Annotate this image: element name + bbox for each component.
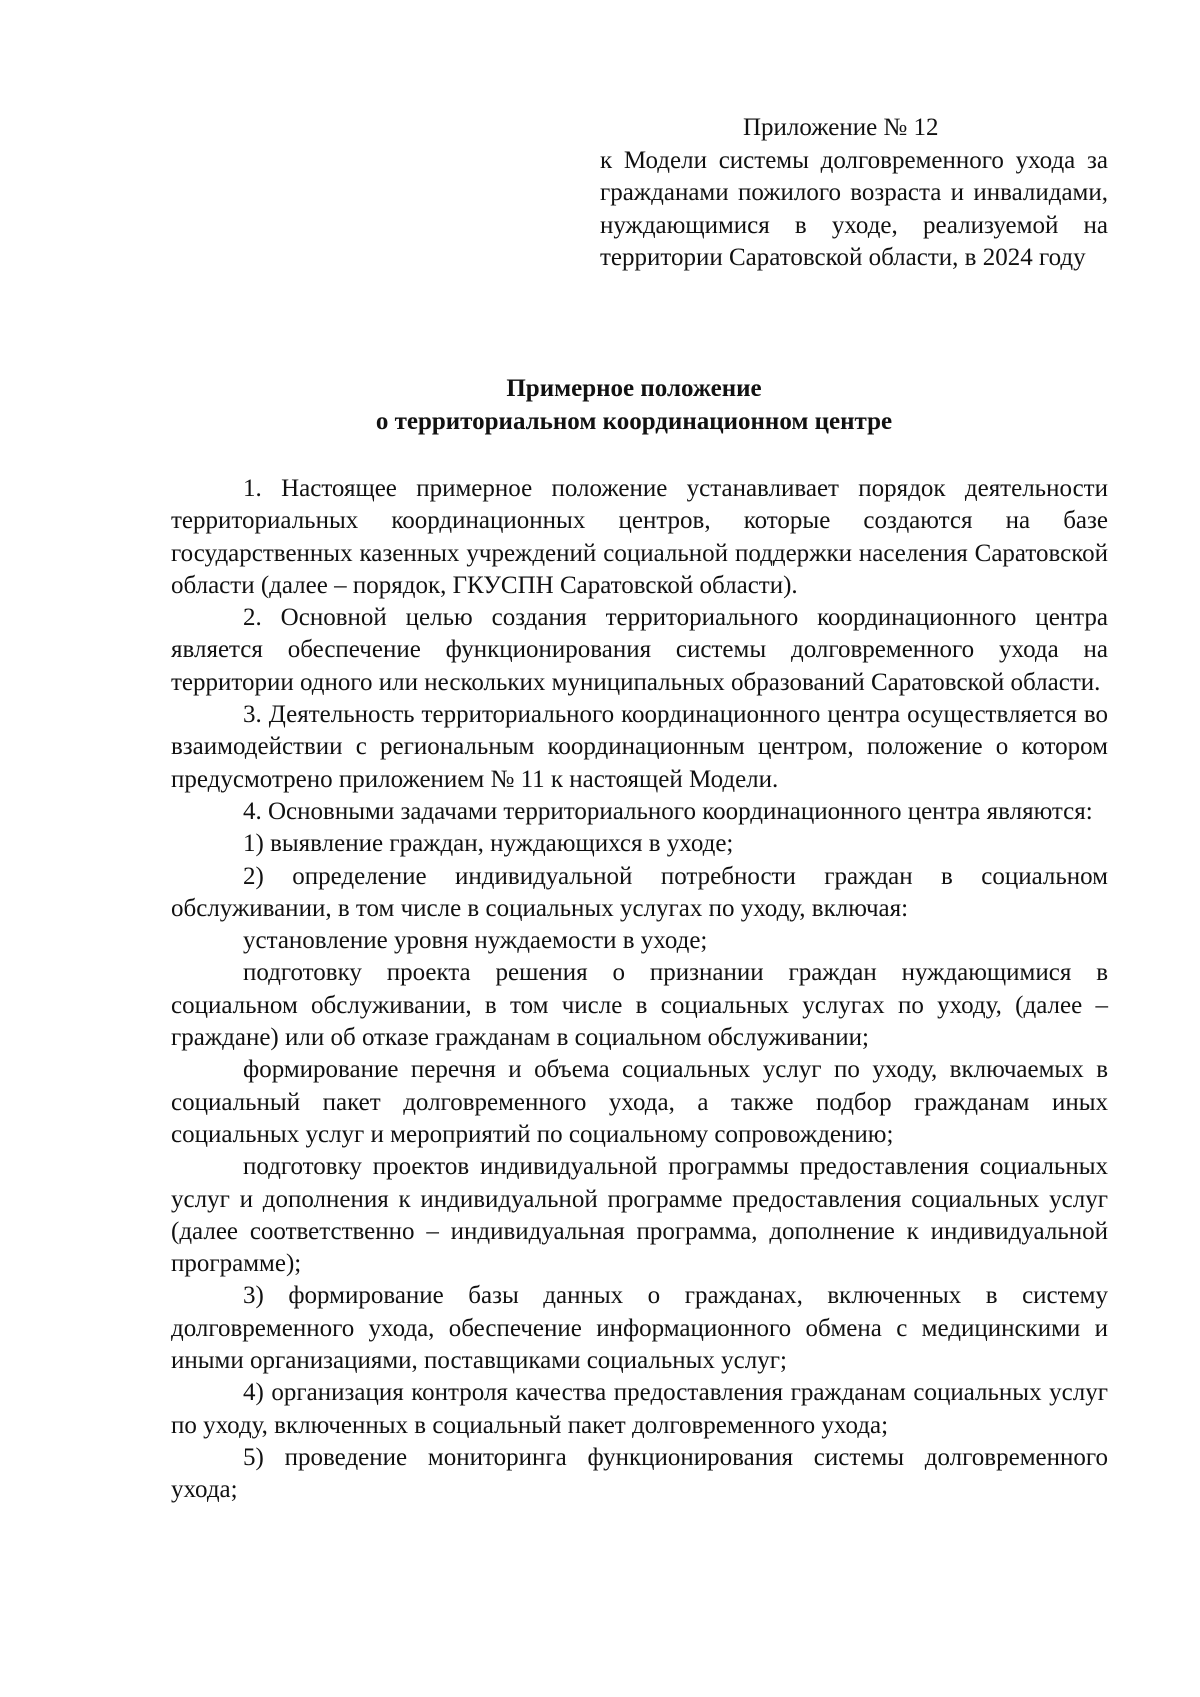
paragraph: 1. Настоящее примерное положение устанавливает порядок деятельности территориальных координационных центров, которые создаются на базе государственных казенных учреждений социальной поддержки населения Саратовской области (далее – порядок, ГКУСПН Саратовской области). [171, 475, 1108, 599]
appendix-text: к Модели системы долговременного ухода за гражданами пожилого возраста и инвалидами, нуждающимися в уходе, реализуемой на территории Саратовской области, в 2024 году [600, 146, 1108, 271]
document-title [160, 373, 1108, 438]
sub-item: подготовку проектов индивидуальной программы предоставления социальных услуг и дополнения к индивидуальной программе предоставления социальных услуг (далее соответственно – индивидуальная программа, дополнение к индивидуальной программе); [171, 1153, 1108, 1278]
appendix-block [600, 112, 1108, 275]
paragraph: 3. Деятельность территориального координационного центра осуществляется во взаимодействии с региональным координационным центром, положение о котором предусмотрено приложением № 11 к настоящей Модели. [171, 701, 1108, 793]
list-item: 1) выявление граждан, нуждающихся в уходе; [243, 830, 734, 858]
sub-item: установление уровня нуждаемости в уходе; [243, 927, 708, 955]
appendix-number: Приложение № 12 [743, 114, 939, 141]
list-item: 3) формирование базы данных о гражданах, включенных в систему долговременного ухода, обеспечение информационного обмена с медицинскими и иными организациями, поставщиками социальных услуг; [171, 1282, 1108, 1375]
list-item: 4) организация контроля качества предоставления гражданам социальных услуг по уходу, включенных в социальный пакет долговременного ухода; [171, 1379, 1108, 1439]
list-item: 5) проведение мониторинга функционирования системы долговременного ухода; [171, 1443, 1108, 1504]
document-body [171, 473, 1108, 1507]
paragraph: 4. Основными задачами территориального координационного центра являются: [243, 797, 1093, 825]
title-line-2: о территориальном координационном центре [375, 407, 893, 435]
paragraph: 2. Основной целью создания территориального координационного центра является обеспечение функционирования системы долговременного ухода на территории одного или нескольких муниципальных образований Саратовской области. [171, 604, 1108, 696]
sub-item: подготовку проекта решения о признании граждан нуждающимися в социальном обслуживании, в том числе в социальных услугах по уходу, (далее – граждане) или об отказе гражданам в социальном обслуживании; [171, 959, 1108, 1052]
sub-item: формирование перечня и объема социальных услуг по уходу, включаемых в социальный пакет долговременного ухода, а также подбор гражданам иных социальных услуг и мероприятий по социальному сопровождению; [171, 1056, 1108, 1148]
list-item: 2) определение индивидуальной потребности граждан в социальном обслуживании, в том числе в социальных услугах по уходу, включая: [171, 862, 1108, 922]
title-line-1: Примерное положение [506, 375, 762, 402]
